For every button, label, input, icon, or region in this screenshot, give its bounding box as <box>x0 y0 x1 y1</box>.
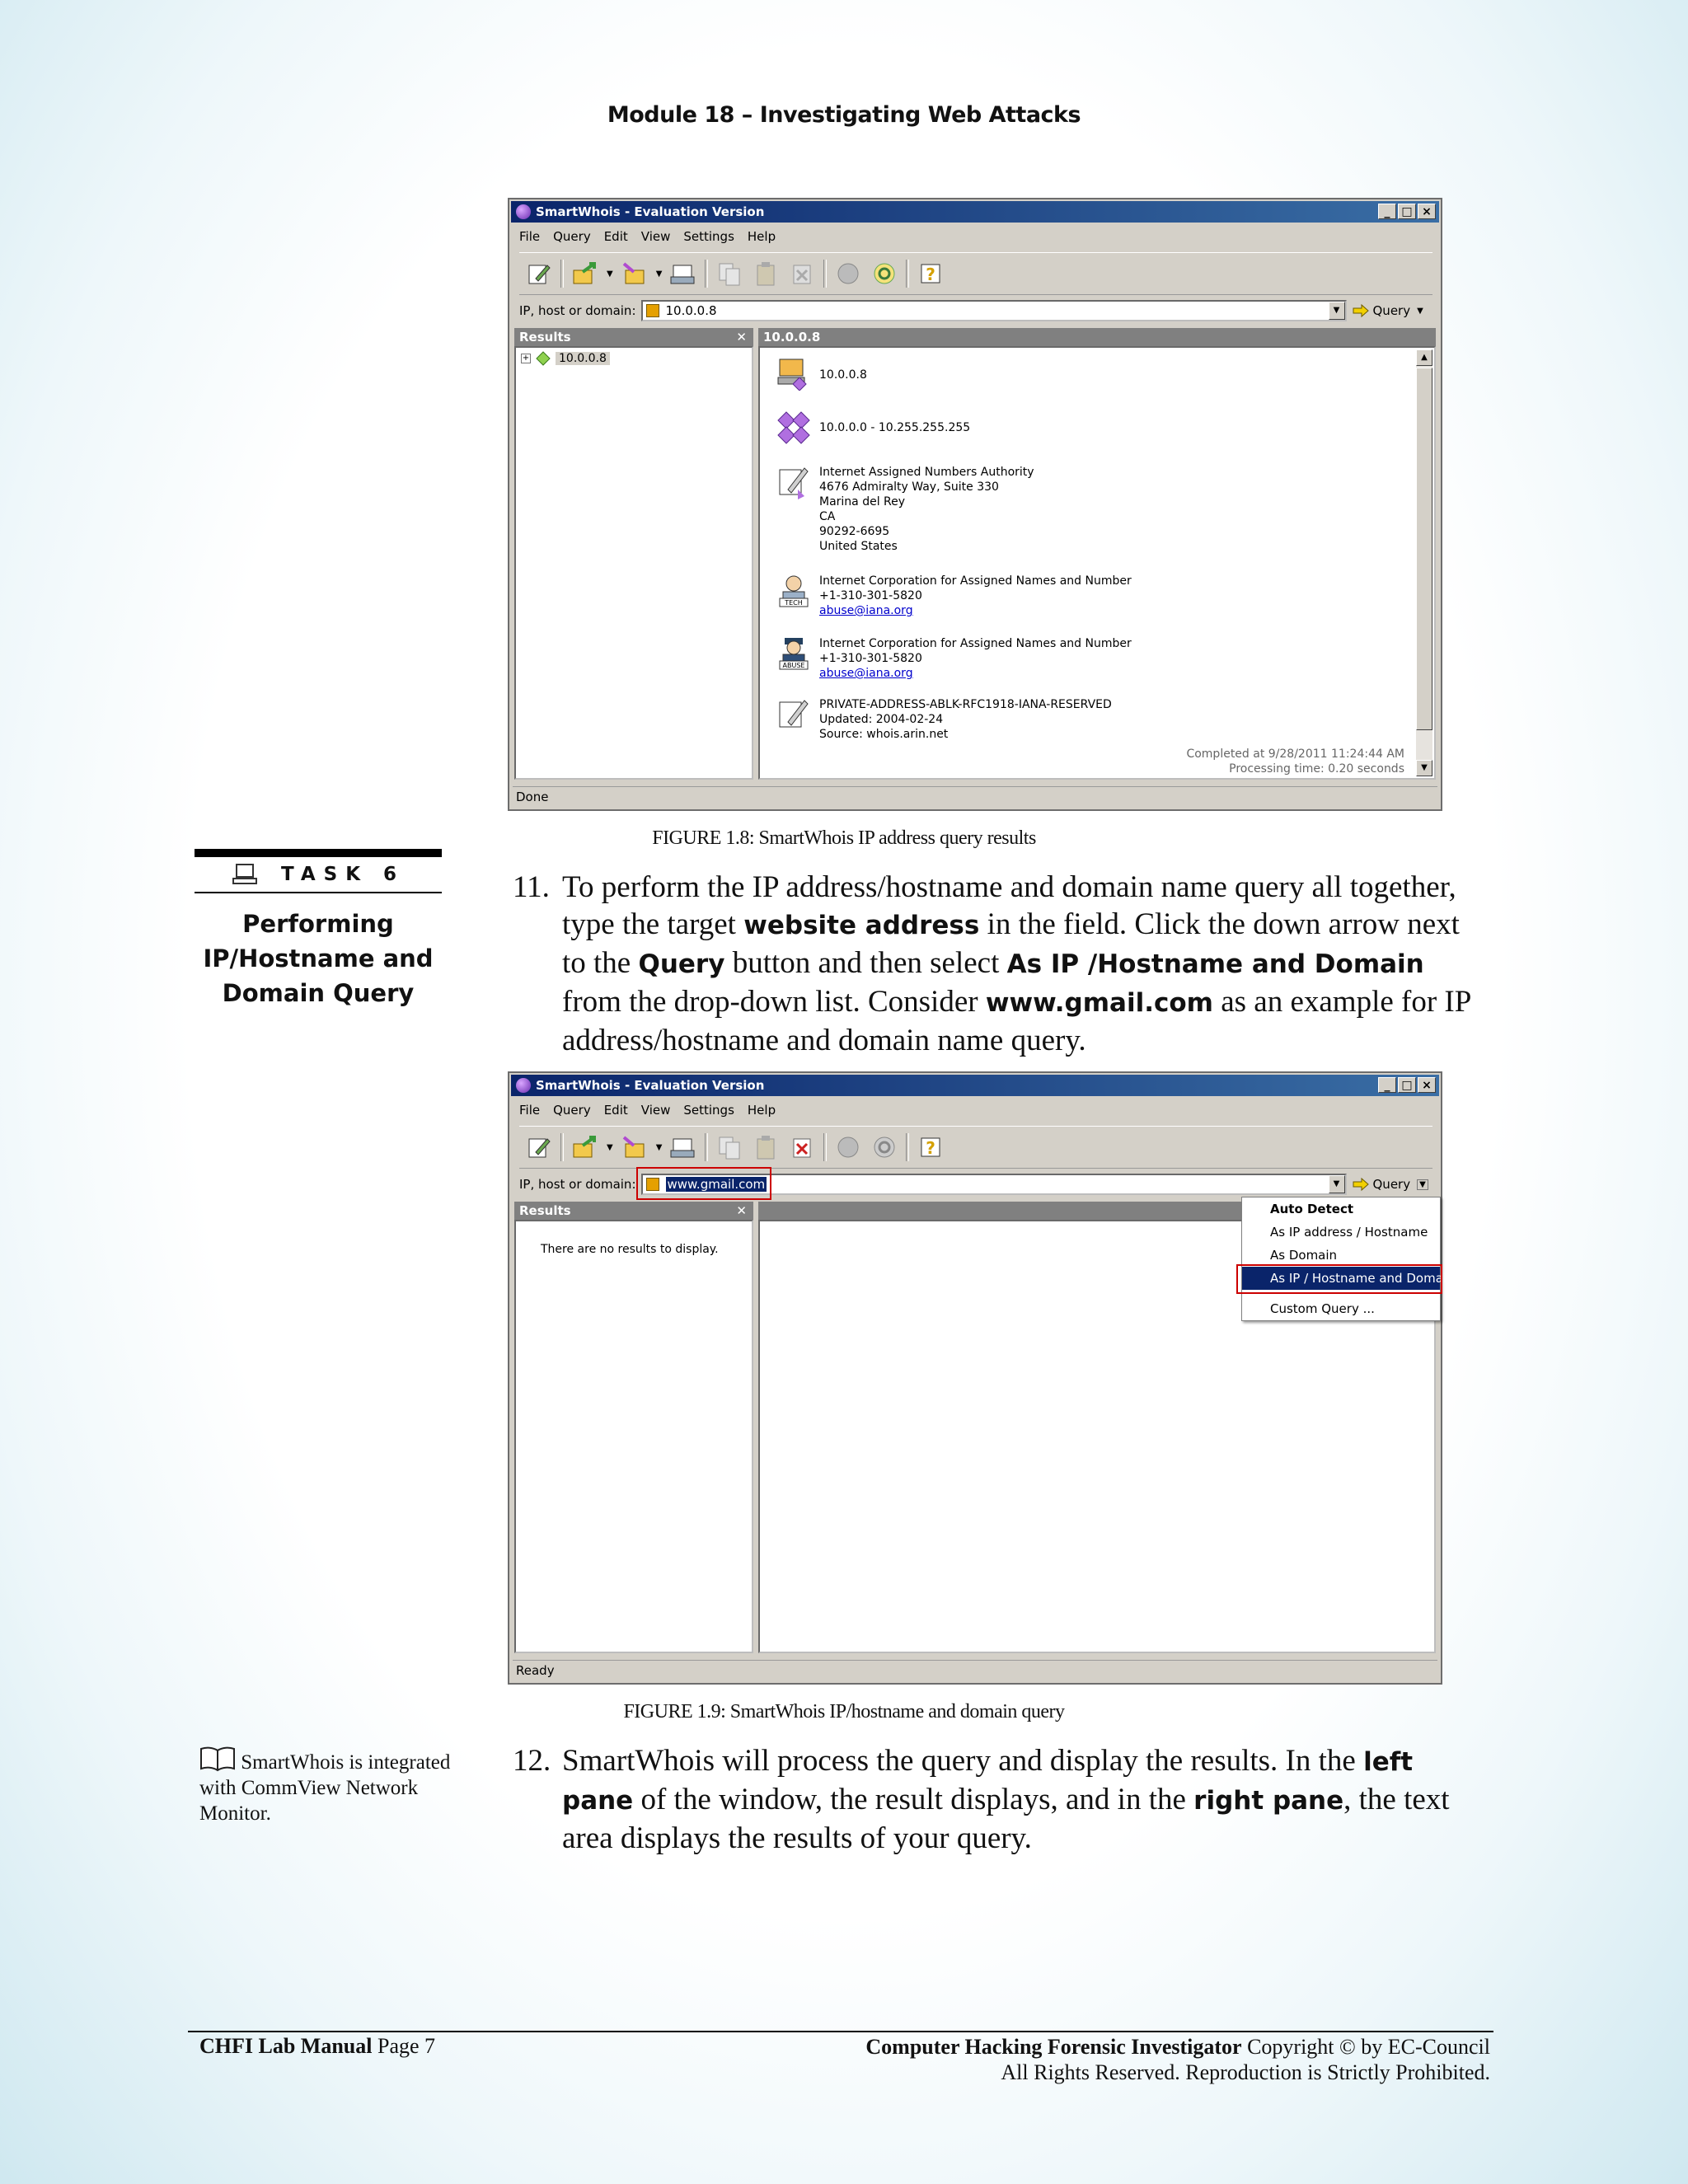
help-button[interactable] <box>916 259 945 288</box>
status-text: Ready <box>516 1663 555 1678</box>
title-bar[interactable] <box>511 1075 1439 1096</box>
save-arrow-icon <box>621 1134 649 1160</box>
figure-caption: FIGURE 1.8: SmartWhois IP address query results <box>652 827 1036 849</box>
results-header <box>514 1202 753 1220</box>
menu-edit[interactable]: Edit <box>603 229 628 244</box>
smartwhois-logo-icon <box>516 1078 531 1093</box>
stop-button[interactable] <box>833 259 863 288</box>
menu-file[interactable]: File <box>519 229 541 244</box>
help-button[interactable] <box>916 1132 945 1162</box>
completed-time: Completed at 9/28/2011 11:24:44 AM <box>1186 748 1404 761</box>
help-icon <box>917 260 944 287</box>
scroll-down-arrow[interactable]: ▼ <box>1416 760 1432 776</box>
status-bar <box>513 1660 1437 1680</box>
course-name: Computer Hacking Forensic Investigator <box>865 2035 1242 2059</box>
menu-settings[interactable]: Settings <box>683 229 734 244</box>
scroll-up-arrow[interactable]: ▲ <box>1416 349 1432 366</box>
menu-query[interactable]: Query <box>553 229 591 244</box>
open-button[interactable] <box>570 259 600 288</box>
paste-button[interactable] <box>751 1132 781 1162</box>
org-line: CA <box>819 510 836 523</box>
save-button[interactable] <box>620 1132 649 1162</box>
step-emphasis: left pane <box>562 1747 1414 1816</box>
entry-ip <box>776 356 867 391</box>
print-button[interactable] <box>668 259 698 288</box>
task-sidebar <box>195 849 442 1010</box>
copy-icon <box>716 1134 743 1160</box>
print-button[interactable] <box>668 1132 698 1162</box>
menu-view[interactable]: View <box>640 229 671 244</box>
org-line: United States <box>819 540 898 553</box>
step-emphasis: www.gmail.com <box>985 988 1213 1018</box>
edit-icon <box>526 260 552 287</box>
entry-abuse-contact <box>776 636 1132 681</box>
step-text: from the drop-down list. Consider <box>562 985 986 1019</box>
maximize-button[interactable]: □ <box>1398 204 1416 219</box>
network-line: PRIVATE-ADDRESS-ABLK-RFC1918-IANA-RESERVED <box>819 698 1112 711</box>
step-number: 11. <box>513 870 550 904</box>
stop-icon <box>835 260 861 287</box>
host-icon <box>646 304 659 317</box>
close-pane-icon[interactable]: ✕ <box>736 1203 747 1218</box>
copy-button[interactable] <box>715 1132 744 1162</box>
tech-line: Internet Corporation for Assigned Names and Number <box>819 574 1132 588</box>
step-11 <box>513 869 1482 1059</box>
open-arrow-icon <box>571 1134 599 1160</box>
network-line: Source: whois.arin.net <box>819 728 949 741</box>
menu-help[interactable]: Help <box>747 229 776 244</box>
entry-range-text: 10.0.0.0 - 10.255.255.255 <box>819 421 971 434</box>
status-bar <box>513 786 1437 807</box>
task-title-line: Performing <box>242 910 394 938</box>
query-label: Query <box>1372 1177 1411 1192</box>
task-title-line: IP/Hostname and <box>203 944 434 972</box>
note-text: SmartWhois is integrated with CommView Network Monitor. <box>199 1751 451 1825</box>
window-title: SmartWhois - Evaluation Version <box>536 1078 765 1093</box>
registrant-note-icon <box>776 465 811 499</box>
copyright: Copyright © by EC-Council <box>1241 2035 1490 2059</box>
status-text: Done <box>516 790 549 804</box>
edit-icon <box>526 1134 552 1160</box>
entry-tech-contact <box>776 574 1132 618</box>
step-emphasis: website address <box>743 911 980 940</box>
smartwhois-logo-icon <box>516 204 531 219</box>
task-label: TASK 6 <box>280 864 406 885</box>
step-12 <box>513 1742 1482 1857</box>
org-line: 90292-6695 <box>819 525 890 538</box>
address-label: IP, host or domain: <box>519 303 636 318</box>
laptop-icon <box>232 863 258 886</box>
toolbar-separator <box>560 1133 564 1161</box>
abuse-badge-text: ABUSE <box>782 662 805 669</box>
svg-text:?: ? <box>926 265 936 284</box>
details-header <box>758 328 1436 346</box>
results-header <box>514 328 753 346</box>
results-header-label: Results <box>519 1203 571 1218</box>
entry-network <box>776 697 1112 742</box>
toolbar-separator <box>823 1133 827 1161</box>
dropdown-auto-detect[interactable]: Auto Detect <box>1270 1202 1354 1216</box>
results-pane[interactable] <box>514 346 753 780</box>
toolbar-separator <box>906 260 909 288</box>
step-text: of the window, the result displays, and in the <box>633 1783 1194 1816</box>
address-bar <box>519 298 1432 323</box>
delete-button[interactable] <box>787 1132 817 1162</box>
menu-bar <box>519 229 776 244</box>
org-line: 4676 Admiralty Way, Suite 330 <box>819 480 999 494</box>
tech-email-link[interactable]: abuse@iana.org <box>819 604 913 617</box>
toolbar: ▼ ▼ ? <box>519 1126 1432 1169</box>
stop-button[interactable] <box>833 1132 863 1162</box>
refresh-button[interactable] <box>870 1132 899 1162</box>
footer-left <box>199 2034 435 2059</box>
close-button[interactable]: × <box>1418 1077 1436 1093</box>
network-diamond-icon <box>536 351 551 366</box>
whois-icon <box>871 1134 898 1160</box>
step-emphasis: Query <box>638 949 725 979</box>
arrow-right-icon <box>1352 303 1370 318</box>
org-line: Marina del Rey <box>819 495 906 509</box>
details-header-label: 10.0.0.8 <box>763 330 821 344</box>
new-query-button[interactable] <box>524 259 554 288</box>
minimize-button[interactable]: _ <box>1378 204 1396 219</box>
step-number: 12. <box>513 1744 551 1778</box>
refresh-button[interactable] <box>870 259 899 288</box>
printer-icon <box>669 1134 697 1160</box>
entry-range <box>776 410 970 445</box>
figure-caption: FIGURE 1.9: SmartWhois IP/hostname and domain query <box>623 1701 1065 1722</box>
details-pane[interactable] <box>758 346 1436 780</box>
entry-organization <box>776 465 1034 554</box>
entry-ip-text: 10.0.0.8 <box>819 368 867 382</box>
address-highlight <box>636 1167 771 1200</box>
tech-line: +1-310-301-5820 <box>819 589 922 602</box>
save-button[interactable] <box>620 259 649 288</box>
dropdown-custom-query[interactable]: Custom Query ... <box>1270 1301 1375 1316</box>
open-button[interactable] <box>570 1132 600 1162</box>
query-dropdown-arrow[interactable]: ▼ <box>1417 1179 1428 1190</box>
close-button[interactable]: × <box>1418 204 1436 219</box>
whois-icon <box>871 260 898 287</box>
menu-file[interactable]: File <box>519 1103 541 1118</box>
abuse-line: +1-310-301-5820 <box>819 652 922 665</box>
org-line: Internet Assigned Numbers Authority <box>819 466 1034 479</box>
paste-icon <box>753 1134 779 1160</box>
arrow-right-icon <box>1352 1177 1370 1192</box>
task-title <box>195 907 442 1010</box>
save-arrow-icon <box>621 260 649 287</box>
rights-notice: All Rights Reserved. Reproduction is Strictly Prohibited. <box>1001 2060 1490 2084</box>
tree-item-label: 10.0.0.8 <box>556 352 610 365</box>
smartwhois-window-query <box>508 1071 1455 1685</box>
menu-query[interactable]: Query <box>553 1103 591 1118</box>
dropdown-domain[interactable]: As Domain <box>1270 1248 1338 1263</box>
maximize-button[interactable]: □ <box>1398 1077 1416 1093</box>
scroll-thumb[interactable] <box>1416 368 1432 730</box>
menu-bar <box>519 1103 776 1118</box>
ip-range-icon <box>776 410 811 445</box>
delete-icon <box>789 1134 815 1160</box>
dropdown-highlight <box>1236 1264 1442 1294</box>
copy-button[interactable] <box>715 259 744 288</box>
abuse-contact-icon <box>776 636 811 671</box>
step-emphasis: right pane <box>1193 1786 1344 1816</box>
open-arrow-icon <box>571 260 599 287</box>
step-emphasis: As IP /Hostname and Domain <box>1006 949 1424 979</box>
step-text: in the field. Click the down arrow next to the <box>562 907 1460 980</box>
toolbar-separator <box>560 260 564 288</box>
footer-divider <box>188 2031 1493 2032</box>
delete-button[interactable] <box>787 259 817 288</box>
step-text: To perform the IP address/hostname and domain name query all together, type the target <box>562 870 1456 941</box>
toolbar-separator <box>823 260 827 288</box>
results-pane[interactable] <box>514 1220 753 1653</box>
book-icon <box>199 1746 236 1772</box>
tech-badge-text: TECH <box>785 599 803 607</box>
no-results-message: There are no results to display. <box>541 1243 719 1256</box>
new-query-button[interactable] <box>524 1132 554 1162</box>
dropdown-ip-hostname[interactable]: As IP address / Hostname <box>1270 1225 1428 1240</box>
menu-help[interactable]: Help <box>747 1103 776 1118</box>
step-text: SmartWhois will process the query and display the results. In the <box>562 1744 1364 1778</box>
page-number: Page 7 <box>372 2034 436 2058</box>
vertical-scrollbar[interactable] <box>1416 349 1432 776</box>
paste-icon <box>753 260 779 287</box>
module-title: Module 18 – Investigating Web Attacks <box>607 102 1081 128</box>
toolbar-separator <box>705 1133 708 1161</box>
stop-icon <box>835 1134 861 1160</box>
svg-text:?: ? <box>926 1138 936 1158</box>
dropdown-ip-hostname-domain[interactable]: As IP / Hostname and Domain <box>1242 1267 1440 1290</box>
step-text: as an example for IP address/hostname and domain name query. <box>562 985 1470 1057</box>
close-pane-icon[interactable]: ✕ <box>736 330 747 344</box>
tree-item[interactable] <box>521 351 610 366</box>
toolbar-separator <box>906 1133 909 1161</box>
query-label: Query <box>1372 303 1411 318</box>
query-button[interactable] <box>1352 303 1423 318</box>
tech-contact-icon <box>776 574 811 608</box>
address-value: 10.0.0.8 <box>665 303 717 318</box>
step-text: button and then select <box>724 946 1007 980</box>
menu-settings[interactable]: Settings <box>683 1103 734 1118</box>
minimize-button[interactable]: _ <box>1378 1077 1396 1093</box>
query-type-dropdown <box>1241 1197 1455 1321</box>
help-icon <box>917 1134 944 1160</box>
manual-name: CHFI Lab Manual <box>199 2034 373 2058</box>
address-input[interactable] <box>641 300 1347 321</box>
title-bar[interactable] <box>511 201 1439 223</box>
expand-icon[interactable]: + <box>522 354 530 363</box>
sidebar-note <box>199 1746 463 1826</box>
menu-view[interactable]: View <box>640 1103 671 1118</box>
menu-edit[interactable]: Edit <box>603 1103 628 1118</box>
toolbar: ▼ ▼ ? <box>519 252 1432 295</box>
query-button[interactable] <box>1352 1177 1428 1192</box>
window-title: SmartWhois - Evaluation Version <box>536 204 765 219</box>
address-dropdown-arrow[interactable]: ▼ <box>1329 302 1345 320</box>
processing-time: Processing time: 0.20 seconds <box>1229 762 1404 776</box>
paste-button[interactable] <box>751 259 781 288</box>
step-text: , the text area displays the results of your query. <box>562 1783 1450 1855</box>
copy-icon <box>716 260 743 287</box>
computer-icon <box>776 356 811 391</box>
abuse-line: Internet Corporation for Assigned Names and Number <box>819 637 1132 650</box>
query-dropdown-arrow[interactable]: ▼ <box>1417 306 1423 316</box>
abuse-email-link[interactable]: abuse@iana.org <box>819 667 913 680</box>
address-value: www.gmail.com <box>667 1177 766 1192</box>
footer-right <box>865 2034 1490 2085</box>
completion-info <box>1186 747 1404 776</box>
printer-icon <box>669 260 697 287</box>
address-dropdown-arrow[interactable]: ▼ <box>1329 1175 1345 1193</box>
address-label: IP, host or domain: <box>519 1177 636 1192</box>
delete-icon <box>789 260 815 287</box>
network-note-icon <box>776 697 811 732</box>
toolbar-separator <box>705 260 708 288</box>
network-line: Updated: 2004-02-24 <box>819 713 944 726</box>
results-header-label: Results <box>519 330 571 344</box>
task-title-line: Domain Query <box>222 979 415 1007</box>
smartwhois-window-results <box>508 198 1442 811</box>
